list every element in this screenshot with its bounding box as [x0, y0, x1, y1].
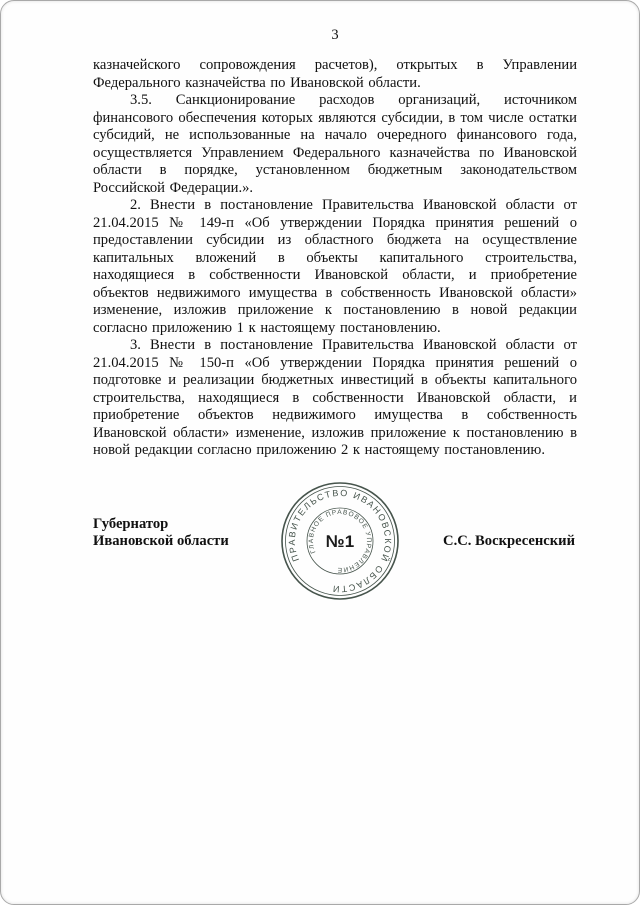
signatory-title — [93, 516, 229, 551]
paragraph-item-3: 3. Внести в постановление Правительства Ивановской области от 21.04.2015 № 150-п «Об утверждении Порядка принятия решений о подготовке и реализации бюджетных инвестиций в объекты капитального строительства, находящиеся в собственности Ивановской области, и приобретение объектов недвижимого имущества в собственность Ивановской области» изменение, изложив приложение к постановлению в новой редакции согласно приложению 2 к настоящему постановлению. — [93, 337, 577, 458]
page-number: 3 — [331, 27, 339, 43]
stamp-number: №1 — [325, 531, 355, 551]
paragraph-continuation: казначейского сопровождения расчетов), открытых в Управлении Федерального казначейства по Ивановской области. — [93, 57, 577, 91]
signature-block — [93, 487, 577, 594]
svg-text:ГЛАВНОЕ ПРАВОВОЕ УПРАВЛЕНИЕ — [297, 498, 382, 583]
signatory-title-line1: Губернатор — [93, 515, 169, 532]
stamp-ring-text: ПРАВИТЕЛЬСТВО ИВАНОВСКОЙ ОБЛАСТИ — [286, 487, 394, 594]
signatory-title-line2: Ивановской области — [93, 533, 229, 549]
stamp-inner-text: ГЛАВНОЕ ПРАВОВОЕ УПРАВЛЕНИЕ — [307, 508, 373, 573]
paragraph-item-2: 2. Внести в постановление Правительства Ивановской области от 21.04.2015 № 149-п «Об утверждении Порядка принятия решений о предоставлении субсидии из областного бюджета на осуществление капитальных вложений в объекты капитального строительства, находящиеся в собственности Ивановской области, и приобретение объектов недвижимого имущества в собственность Ивановской области» изменение, изложив приложение к постановлению в новой редакции согласно приложению 1 к настоящему постановлению. — [93, 197, 577, 336]
signatory-name: С.С. Воскресенский — [443, 533, 575, 549]
paragraph-3-5: 3.5. Санкционирование расходов организаций, источником финансового обеспечения которых являются субсидии, в том числе остатки субсидий, не использованные на начало очередного финансового года, осуществляется Управлением Федерального казначейства по Ивановской области в порядке, установленном бюджетным законодательством Российской Федерации.». — [93, 92, 577, 196]
document-body — [93, 57, 577, 460]
official-round-stamp-icon — [279, 480, 401, 602]
svg-text:ПРАВИТЕЛЬСТВО ИВАНОВСКОЙ ОБЛАС — [279, 480, 401, 602]
